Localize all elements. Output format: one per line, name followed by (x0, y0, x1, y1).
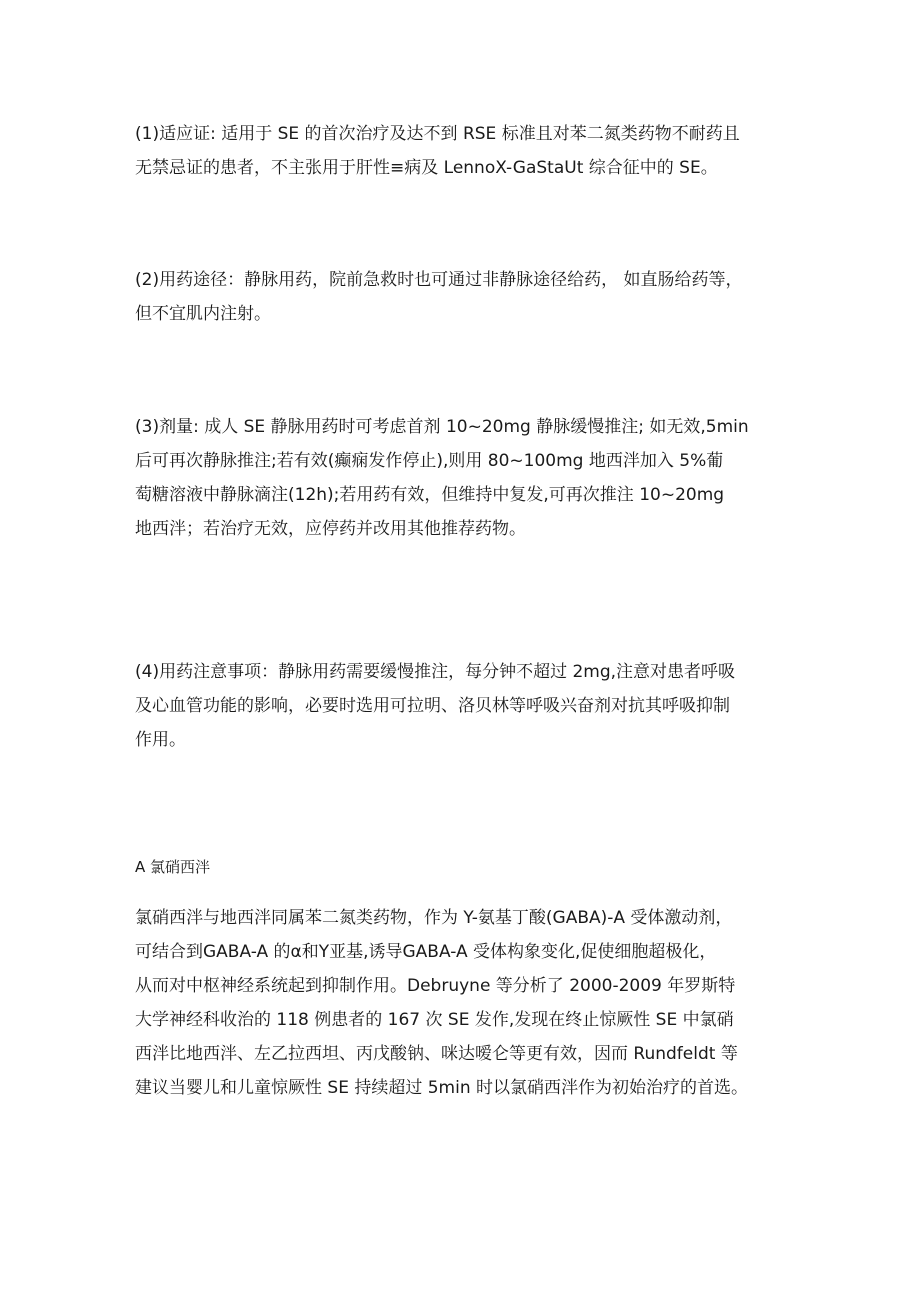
text-line: (1)适应证: 适用于 SE 的首次治疗及达不到 RSE 标准且对苯二氮类药物不耐药且 (135, 124, 740, 144)
paragraph-dosage (135, 410, 795, 546)
text-line: 萄糖溶液中静脉滴注(12h);若用药有效，但维持中复发,可再次推注 10~20mg (135, 485, 725, 505)
text-line: 西泮比地西泮、左乙拉西坦、丙戊酸钠、咪达嗳仑等更有效，因而 Rundfeldt 等 (135, 1044, 738, 1064)
section-heading: A 氯硝西泮 (135, 858, 211, 876)
text-line: 大学神经科收治的 118 例患者的 167 次 SE 发作,发现在终止惊厥性 SE 中氯硝 (135, 1010, 734, 1030)
text-line: (4)用药注意事项：静脉用药需要缓慢推注，每分钟不超过 2mg,注意对患者呼吸 (135, 662, 736, 682)
text-line: 无禁忌证的患者，不主张用于肝性≡病及 LennoX-GaStaUt 综合征中的 SE。 (135, 158, 718, 178)
paragraph-indications (135, 117, 795, 185)
text-line: 建议当婴儿和儿童惊厥性 SE 持续超过 5min 时以氯硝西泮作为初始治疗的首选。 (135, 1078, 749, 1098)
text-line: 后可再次静脉推注;若有效(癫痫发作停止),则用 80~100mg 地西泮加入 5%葡 (135, 451, 724, 471)
text-line: 作用。 (135, 730, 186, 750)
text-line: 从而对中枢神经系统起到抑制作用。Debruyne 等分析了 2000-2009 年罗斯特 (135, 976, 736, 996)
paragraph-precautions (135, 655, 795, 757)
text-line: 但不宜肌内注射。 (135, 304, 271, 324)
text-line: 可结合到GABA-A 的α和Y亚基,诱导GABA-A 受体构象变化,促使细胞超极化， (135, 942, 717, 962)
text-line: (3)剂量: 成人 SE 静脉用药时可考虑首剂 10~20mg 静脉缓慢推注; 如无效,5min (135, 417, 749, 437)
paragraph-route (135, 263, 795, 331)
text-line: (2)用药途径：静脉用药，院前急救时也可通过非静脉途径给药， 如直肠给药等， (135, 270, 743, 290)
paragraph-clonazepam (135, 901, 795, 1105)
text-line: 氯硝西泮与地西泮同属苯二氮类药物，作为 Y-氨基丁酸(GABA)-A 受体激动剂， (135, 908, 733, 928)
text-line: 地西泮；若治疗无效，应停药并改用其他推荐药物。 (135, 519, 526, 539)
text-line: 及心血管功能的影响，必要时选用可拉明、洛贝林等呼吸兴奋剂对抗其呼吸抑制 (135, 696, 730, 716)
